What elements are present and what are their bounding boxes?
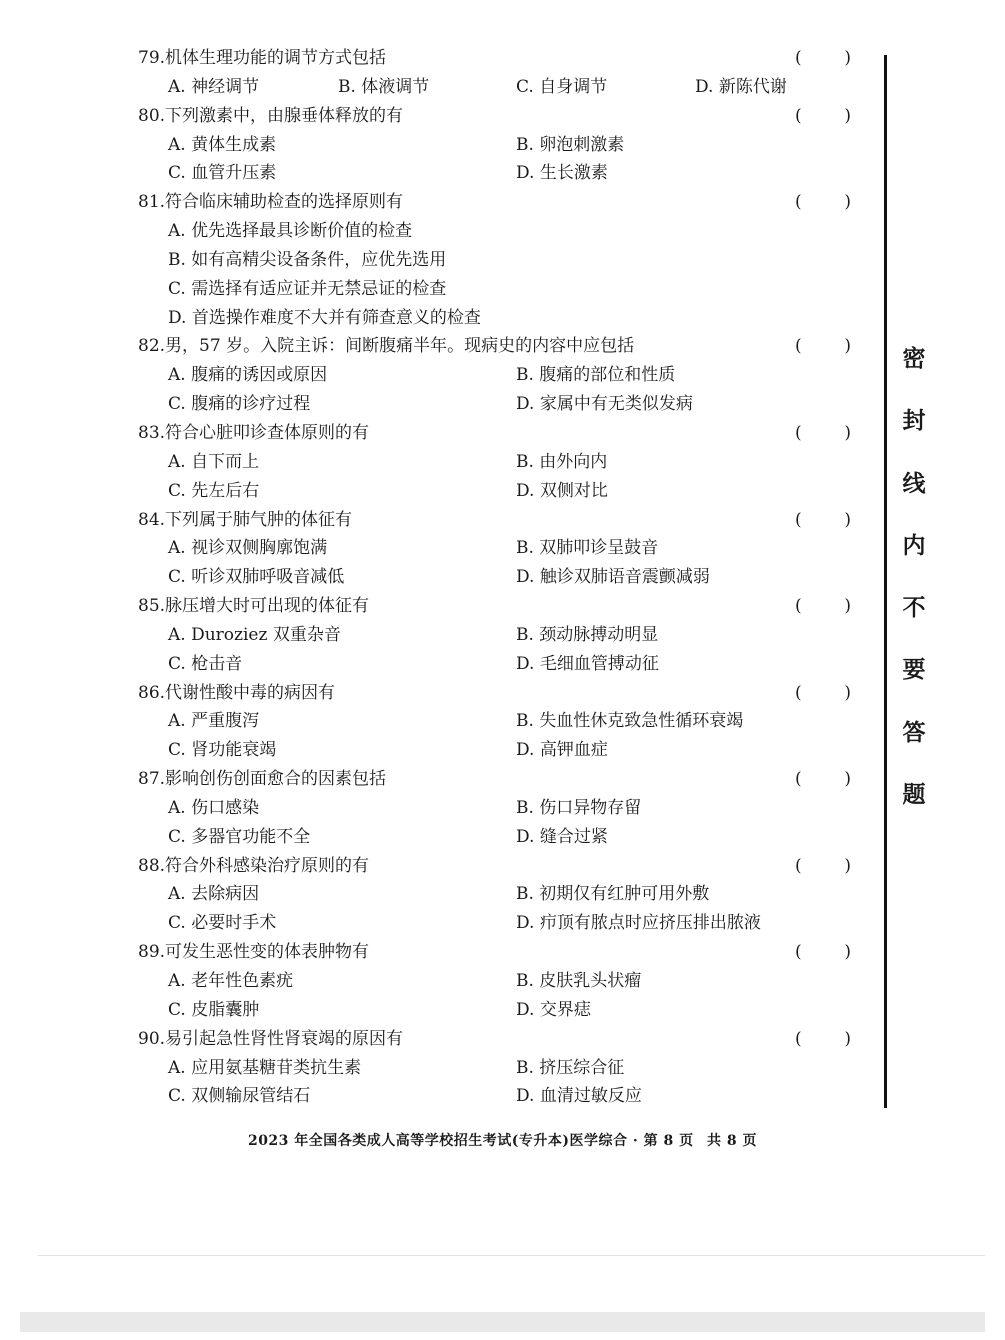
option-b[interactable]: B. 腹痛的部位和性质 (516, 365, 676, 386)
question-stem (138, 44, 778, 73)
option-a[interactable]: A. Duroziez 双重杂音 (168, 624, 341, 645)
option-b[interactable]: B. 伤口异物存留 (516, 797, 642, 818)
option-d[interactable]: D. 家属中有无类似发病 (516, 394, 693, 415)
options-row (138, 967, 858, 996)
option-b[interactable]: B. 由外向内 (516, 451, 608, 472)
paren-close: ) (844, 1028, 851, 1049)
option-d[interactable]: D. 双侧对比 (516, 480, 608, 501)
options-row (138, 73, 858, 102)
seal-char: 不 (902, 595, 926, 622)
options-row (138, 1082, 858, 1111)
option-c[interactable]: C. 枪击音 (168, 653, 243, 674)
answer-parentheses[interactable] (795, 419, 851, 448)
answer-parentheses[interactable] (795, 765, 851, 794)
options-row (138, 1054, 858, 1083)
option-a[interactable]: A. 应用氨基糖苷类抗生素 (168, 1057, 362, 1078)
options-row (138, 794, 858, 823)
options-row (138, 361, 858, 390)
question-stem (138, 188, 778, 217)
paren-close: ) (844, 192, 851, 213)
options-row (138, 304, 858, 333)
paren-close: ) (844, 942, 851, 963)
question-stem (138, 332, 778, 361)
option-c[interactable]: C. 腹痛的诊疗过程 (168, 394, 311, 415)
question-stem-line (138, 938, 858, 967)
option-c[interactable]: C. 自身调节 (516, 76, 608, 97)
question-list (138, 44, 858, 1111)
option-b[interactable]: B. 皮肤乳头状瘤 (516, 971, 642, 991)
question-text: 脉压增大时可出现的体征有 (165, 596, 370, 617)
option-a[interactable]: A. 严重腹泻 (168, 711, 260, 732)
option-d[interactable]: D. 触诊双肺语音震颤减弱 (516, 567, 710, 588)
option-a[interactable]: A. 优先选择最具诊断价值的检查 (168, 221, 413, 242)
option-a[interactable]: A. 视诊双侧胸廓饱满 (168, 538, 328, 559)
answer-parentheses[interactable] (795, 592, 851, 621)
option-b[interactable]: B. 失血性休克致急性循环衰竭 (516, 711, 744, 732)
paren-close: ) (844, 509, 851, 530)
bottom-bar (20, 1312, 985, 1332)
options-row (138, 823, 858, 852)
question-text: 代谢性酸中毒的病因有 (165, 682, 336, 703)
question-stem-line (138, 506, 858, 535)
question-stem-line (138, 1025, 858, 1054)
question-stem-line (138, 419, 858, 448)
option-d[interactable]: D. 血清过敏反应 (516, 1086, 642, 1107)
answer-parentheses[interactable] (795, 102, 851, 131)
options-row (138, 159, 858, 188)
seal-char: 内 (902, 532, 926, 559)
option-b[interactable]: B. 体液调节 (338, 76, 430, 97)
paren-open: ( (795, 336, 802, 357)
option-c[interactable]: C. 需选择有适应证并无禁忌证的检查 (168, 278, 447, 299)
seal-char: 答 (902, 719, 926, 746)
paren-close: ) (844, 422, 851, 443)
question-stem (138, 679, 778, 708)
paren-open: ( (795, 105, 802, 126)
option-a[interactable]: A. 老年性色素疣 (168, 971, 294, 991)
options-row (138, 534, 858, 563)
answer-parentheses[interactable] (795, 679, 851, 708)
option-c[interactable]: C. 必要时手术 (168, 913, 277, 934)
question-stem (138, 102, 778, 131)
answer-parentheses[interactable] (795, 44, 851, 73)
seal-char: 线 (902, 470, 926, 497)
option-b[interactable]: B. 如有高精尖设备条件，应优先选用 (168, 249, 447, 270)
option-c[interactable]: C. 血管升压素 (168, 163, 277, 184)
option-d[interactable]: D. 毛细血管搏动征 (516, 653, 659, 674)
question-stem (138, 506, 778, 535)
options-row (138, 736, 858, 765)
seal-char: 要 (902, 657, 926, 684)
question-stem (138, 938, 778, 967)
question-text: 男，57 岁。入院主诉：间断腹痛半年。现病史的内容中应包括 (165, 336, 635, 357)
question-text: 符合外科感染治疗原则的有 (165, 855, 370, 876)
answer-parentheses[interactable] (795, 332, 851, 361)
option-d[interactable]: D. 交界痣 (516, 999, 591, 1020)
options-row (138, 477, 858, 506)
options-row (138, 880, 858, 909)
option-a[interactable]: A. 伤口感染 (168, 797, 260, 818)
options-row (138, 563, 858, 592)
question-number: 89. (138, 942, 166, 963)
question-number: 82. (138, 336, 166, 357)
question-number: 90. (138, 1028, 166, 1049)
paren-open: ( (795, 48, 802, 68)
seal-line (884, 55, 887, 1108)
question-stem-line (138, 44, 858, 73)
question-stem (138, 852, 778, 881)
paren-close: ) (844, 596, 851, 617)
options-row (138, 131, 858, 160)
options-row (138, 621, 858, 650)
paren-close: ) (844, 336, 851, 357)
question-stem-line (138, 765, 858, 794)
option-a[interactable]: A. 黄体生成素 (168, 134, 277, 155)
paren-open: ( (795, 192, 802, 213)
paren-close: ) (844, 769, 851, 790)
question-number: 86. (138, 682, 166, 703)
option-c[interactable]: C. 听诊双肺呼吸音减低 (168, 567, 345, 588)
option-b[interactable]: B. 颈动脉搏动明显 (516, 624, 659, 645)
options-row (138, 246, 858, 275)
question-stem (138, 765, 778, 794)
page-footer (0, 1130, 1005, 1150)
options-row (138, 275, 858, 304)
question-stem-line (138, 332, 858, 361)
question-text: 下列属于肺气肿的体征有 (165, 509, 353, 530)
option-b[interactable]: B. 初期仅有红肿可用外敷 (516, 884, 710, 905)
options-row (138, 909, 858, 938)
option-d[interactable]: D. 疖顶有脓点时应挤压排出脓液 (516, 913, 761, 934)
option-d[interactable]: D. 新陈代谢 (695, 76, 787, 97)
answer-parentheses[interactable] (795, 188, 851, 217)
option-c[interactable]: C. 多器官功能不全 (168, 826, 311, 847)
options-row (138, 448, 858, 477)
paren-open: ( (795, 596, 802, 617)
option-d[interactable]: D. 缝合过紧 (516, 826, 608, 847)
options-row (138, 650, 858, 679)
option-a[interactable]: A. 自下而上 (168, 451, 260, 472)
paren-open: ( (795, 509, 802, 530)
question-stem-line (138, 592, 858, 621)
question-number: 84. (138, 509, 166, 530)
answer-parentheses[interactable] (795, 852, 851, 881)
option-b[interactable]: B. 卵泡刺激素 (516, 134, 625, 155)
options-row (138, 217, 858, 246)
option-a[interactable]: A. 去除病因 (168, 884, 260, 905)
option-c[interactable]: C. 双侧输尿管结石 (168, 1086, 311, 1107)
option-c[interactable]: C. 先左后右 (168, 480, 260, 501)
question-stem (138, 419, 778, 448)
paren-close: ) (844, 855, 851, 876)
question-text: 符合临床辅助检查的选择原则有 (165, 192, 404, 213)
question-stem-line (138, 679, 858, 708)
paren-open: ( (795, 422, 802, 443)
footer-exam-title: 2023 年全国各类成人高等学校招生考试(专升本)医学综合 · 第 8 页 (247, 1133, 694, 1149)
paren-open: ( (795, 769, 802, 790)
seal-notice (896, 340, 932, 838)
paren-close: ) (844, 48, 851, 68)
options-row (138, 707, 858, 736)
option-d[interactable]: D. 首选操作难度不大并有筛查意义的检查 (168, 307, 481, 328)
question-number: 83. (138, 422, 166, 443)
question-number: 88. (138, 855, 166, 876)
option-d[interactable]: D. 生长激素 (516, 163, 608, 184)
paren-open: ( (795, 682, 802, 703)
seal-char: 密 (902, 346, 926, 372)
question-text: 可发生恶性变的体表肿物有 (165, 942, 370, 963)
option-c[interactable]: C. 肾功能衰竭 (168, 740, 277, 761)
question-number: 80. (138, 105, 166, 126)
question-text: 易引起急性肾性肾衰竭的原因有 (165, 1028, 404, 1049)
question-text: 下列激素中，由腺垂体释放的有 (165, 105, 404, 126)
paren-open: ( (795, 855, 802, 876)
question-text: 符合心脏叩诊查体原则的有 (165, 422, 370, 443)
option-d[interactable]: D. 高钾血症 (516, 740, 608, 761)
question-number: 79. (138, 48, 166, 68)
question-stem-line (138, 188, 858, 217)
answer-parentheses[interactable] (795, 506, 851, 535)
paren-open: ( (795, 942, 802, 963)
question-stem-line (138, 852, 858, 881)
question-number: 85. (138, 596, 166, 617)
option-a[interactable]: A. 腹痛的诱因或原因 (168, 365, 328, 386)
question-stem-line (138, 102, 858, 131)
option-a[interactable]: A. 神经调节 (168, 76, 260, 97)
question-stem (138, 592, 778, 621)
footer-page-total: 共 8 页 (707, 1133, 758, 1149)
question-text: 机体生理功能的调节方式包括 (165, 48, 387, 68)
question-number: 87. (138, 769, 166, 790)
option-c[interactable]: C. 皮脂囊肿 (168, 999, 260, 1020)
option-b[interactable]: B. 双肺叩诊呈鼓音 (516, 538, 659, 559)
seal-char: 封 (902, 408, 926, 435)
question-text: 影响创伤创面愈合的因素包括 (165, 769, 387, 790)
paren-close: ) (844, 682, 851, 703)
seal-char: 题 (902, 782, 926, 809)
question-number: 81. (138, 192, 166, 213)
answer-parentheses[interactable] (795, 1025, 851, 1054)
paren-close: ) (844, 105, 851, 126)
answer-parentheses[interactable] (795, 938, 851, 967)
option-b[interactable]: B. 挤压综合征 (516, 1057, 625, 1078)
question-stem (138, 1025, 778, 1054)
options-row (138, 996, 858, 1025)
options-row (138, 390, 858, 419)
paren-open: ( (795, 1028, 802, 1049)
page-divider (38, 1255, 985, 1256)
